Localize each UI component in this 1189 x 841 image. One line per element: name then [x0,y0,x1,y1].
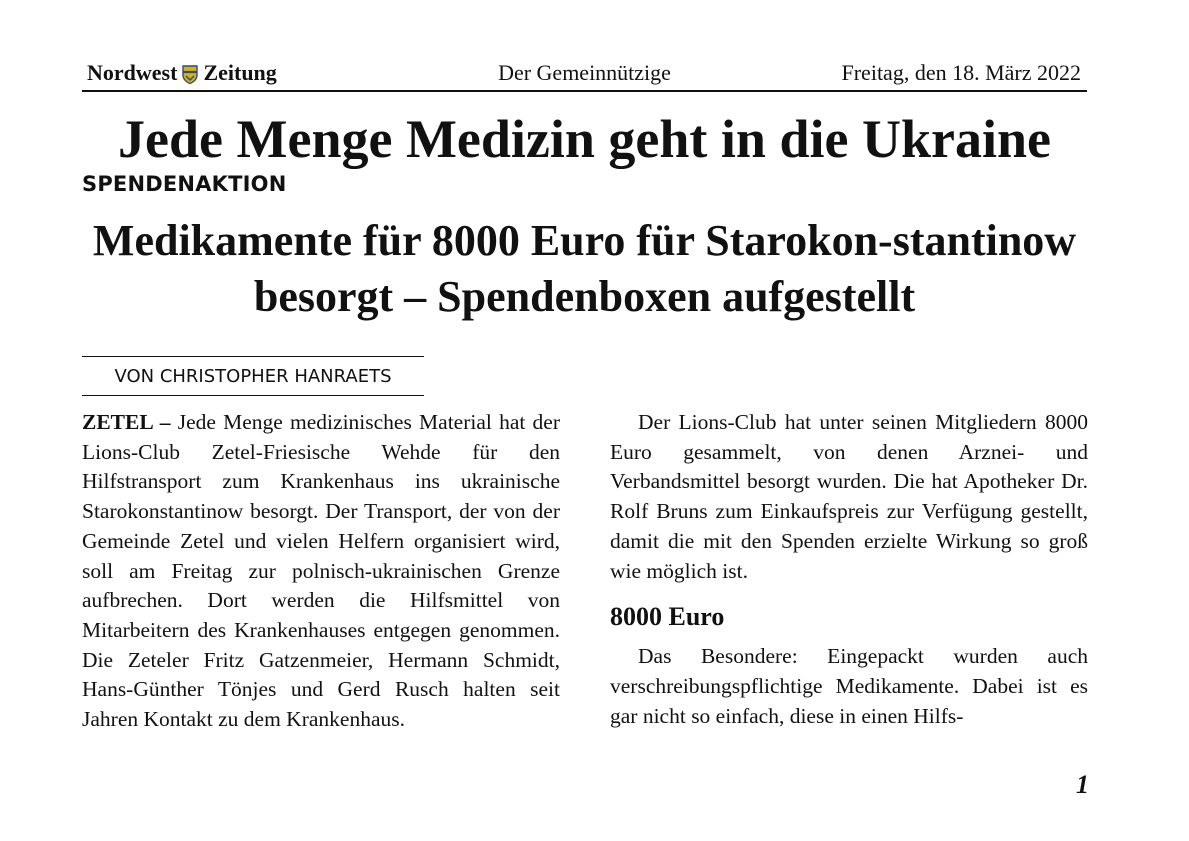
page-number: 1 [1076,770,1089,799]
masthead [82,58,1087,92]
headline: Jede Menge Medizin geht in die Ukraine [118,109,1051,169]
byline-text: VON CHRISTOPHER HANRAETS [114,365,392,387]
article-column-right [610,408,1088,731]
article-paragraph: Das Besondere: Eingepackt wurden auch verschreibungspflichtige Medikamente. Dabei ist es gar nicht so einfach, diese in einen Hilfs- [610,644,1088,728]
section-heading: 8000 Euro [610,602,725,632]
article-paragraph [82,408,560,735]
article-paragraph: Der Lions-Club hat unter seinen Mitgliedern 8000 Euro gesammelt, von denen Arznei- und Verbandsmittel besorgt wurden. Die hat Apotheker Dr. Rolf Bruns zum Einkaufspreis zur Verfügung gestellt, damit die mit den Spenden erzielte Wirkung so groß wie möglich ist. [610,410,1088,583]
kicker: SPENDENAKTION [82,172,287,196]
subheadline: Medikamente für 8000 Euro für Starokon-stantinow besorgt – Spendenboxen aufgestellt [92,216,1077,321]
paper-name-right: Zeitung [203,60,277,85]
section-name: Der Gemeinnützige [498,60,671,85]
paragraph-text: Jede Menge medizinisches Material hat der Lions-Club Zetel-Friesische Wehde für den Hilfstransport zum Krankenhaus ins ukrainische Starokonstantinow besorgt. Der Transport, der von der Gemeinde Zetel und vielen Helfern organisiert wird, soll am Freitag zur polnisch-ukrainischen Grenze aufbrechen. Dort werden die Hilfsmittel von Mitarbeitern des Krankenhauses entgegen genommen. Die Zeteler Fritz Gatzenmeier, Hermann Schmidt, Hans-Günther Tönjes und Gerd Rusch halten seit Jahren Kontakt zu dem Krankenhaus. [82,410,561,732]
article-column-left [82,408,560,735]
dateline: ZETEL – [82,410,171,434]
paper-name-left: Nordwest [87,60,178,85]
issue-date: Freitag, den 18. März 2022 [841,60,1081,85]
byline [82,356,424,396]
